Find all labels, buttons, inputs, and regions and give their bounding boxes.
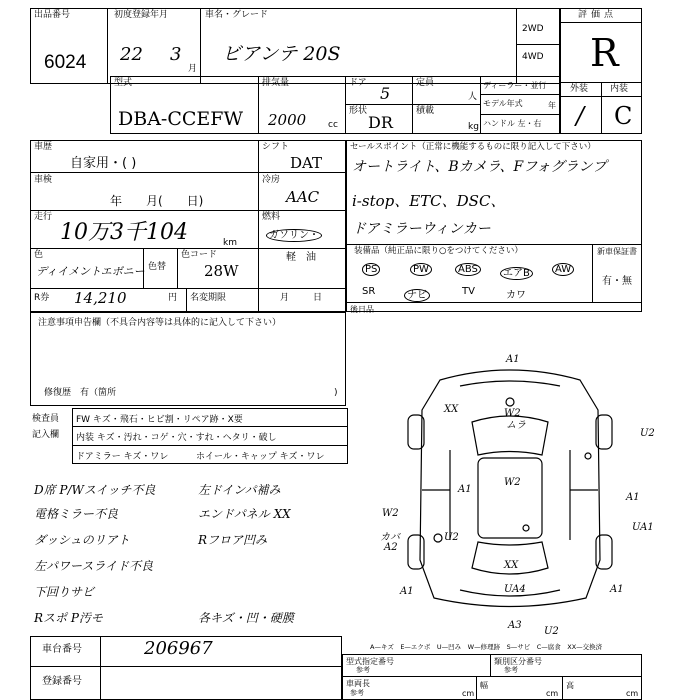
car-diagram [360, 340, 660, 637]
fuel-label: 燃料 [262, 212, 281, 222]
aircon-value: AAC [286, 188, 320, 206]
remark-right-6: 各キズ・凹・硬膜 [198, 611, 294, 625]
repair-close: ) [334, 388, 338, 398]
equip-pw: PW [410, 263, 432, 276]
handle-label: ハンドル 左・右 [483, 119, 542, 128]
diag-label-18: A3 [508, 620, 522, 631]
model-type: DBA-CCEFW [118, 108, 243, 130]
notes-label: 注意事項申告欄（不具合内容等は具体的に記入して下さい） [38, 318, 282, 328]
sales-line3: ドアミラーウィンカー [352, 221, 491, 237]
load-label: 積載 [416, 106, 435, 116]
diag-label-7: W2 [504, 477, 521, 488]
usage-label: 車歴 [34, 142, 53, 152]
remark-left-5: 下回りサビ [34, 585, 95, 599]
inspector-mirror-row: ドアミラー キズ・ワレ [76, 452, 169, 462]
damage-legend: A—キズ E—エクボ U—凹み W—修理跡 S—サビ C—腐食 XX—交換済 [370, 643, 603, 651]
exterior-score: / [576, 102, 585, 130]
mileage-label: 走行 [34, 212, 53, 222]
inspector-interior-row: 内装 キズ・汚れ・コゲ・穴・すれ・ヘタリ・破し [76, 433, 277, 443]
first-reg-label: 初度登録年月 [114, 10, 169, 20]
diag-label-14: XX [504, 560, 519, 571]
inspector-wheel-row: ホイール・キャップ キズ・ワレ [196, 452, 325, 462]
equip-navi: ナビ [404, 289, 430, 302]
displacement-label: 排気量 [262, 78, 290, 88]
remark-right-3: Rフロア凹み [198, 533, 268, 547]
shaken-label: 車検 [34, 175, 53, 185]
diag-label-5: U2 [640, 428, 655, 439]
drive-4wd: 4WD [522, 52, 544, 62]
color-code-label: 色コード [181, 250, 218, 260]
month-suffix: 月 [188, 64, 198, 74]
diag-label-17: A1 [610, 584, 624, 595]
dealer-label: ディーラー・並行 [483, 81, 547, 90]
remark-left-2: 電格ミラー不良 [34, 507, 119, 521]
color-label: 色 [34, 250, 44, 260]
drive-2wd: 2WD [522, 24, 544, 34]
exterior-label: 外装 [570, 84, 589, 94]
remark-right-2: エンドパネル XX [198, 507, 291, 521]
mileage-value: 10万3千104 [60, 220, 188, 245]
diag-label-16: A1 [400, 586, 414, 597]
displacement: 2000 [268, 111, 307, 129]
type-cert-label: 型式指定番号 [346, 657, 394, 666]
diag-label-2: XX [444, 404, 459, 415]
diag-label-9: A1 [626, 492, 640, 503]
first-reg-year: 22 [120, 44, 143, 65]
equip-leather: カワ [506, 290, 526, 301]
equip-tv: TV [462, 286, 475, 297]
diag-label-11: カバ [380, 532, 400, 543]
diag-label-12: A2 [384, 542, 398, 553]
length-cm: cm [462, 689, 475, 698]
aircon-label: 冷房 [262, 175, 281, 185]
interior-score: C [614, 102, 633, 130]
after-label: 後日品 [350, 305, 374, 314]
diag-label-4: ムラ [506, 420, 526, 431]
meigi-label: 名変期限 [190, 293, 227, 303]
diag-label-10: UA1 [632, 522, 654, 533]
category-ref: 参考 [504, 666, 518, 674]
usage-value: 自家用・( ) [70, 156, 137, 171]
diag-label-19: U2 [544, 626, 559, 637]
capacity-label: 定員 [416, 78, 435, 88]
year-suffix: 年 [548, 101, 556, 110]
first-reg-month: 3 [170, 44, 182, 65]
sales-label: セールスポイント（正常に機能するものに限り記入して下さい） [350, 142, 596, 152]
remark-left-6: Rスポ P汚モ [34, 611, 103, 625]
remark-left-1: D席 P/Wスイッチ不良 [34, 483, 156, 497]
height-label: 高 [566, 681, 574, 690]
equip-sr: SR [362, 286, 376, 297]
inspector-label-1: 検査員 [32, 414, 60, 424]
registration-label: 登録番号 [42, 676, 82, 687]
color-code: 28W [204, 262, 239, 280]
sales-line1: オートライト、Bカメラ、Fフォグランプ [352, 159, 607, 175]
fuel-gasoline: ガソリン・ [266, 229, 322, 242]
length-label: 車両長 [346, 679, 370, 688]
diag-label-13: U2 [444, 532, 459, 543]
width-cm: cm [546, 689, 559, 698]
km-unit: km [223, 238, 237, 248]
recycle-label: R券 [34, 293, 50, 303]
warranty-value: 有・無 [602, 276, 632, 287]
doors-value: 5 [380, 84, 391, 103]
sales-line2: i-stop、ETC、DSC、 [352, 192, 506, 210]
car-name: ビアンテ 20S [222, 43, 341, 65]
shift-label: シフト [262, 142, 290, 152]
shape-label: 形状 [349, 106, 368, 116]
shape-value: DR [368, 113, 393, 132]
color-change-label: 色替 [148, 262, 167, 272]
score-value: R [590, 31, 619, 75]
fuel-diesel: 軽 油 [286, 252, 316, 263]
shaken-fields: 年 月( 日) [110, 194, 204, 208]
lot-label: 出品番号 [34, 10, 71, 20]
lot-number: 6024 [44, 52, 87, 73]
model-type-label: 型式 [114, 78, 133, 88]
equip-aw: AW [552, 263, 574, 276]
score-label: 評価点 [578, 10, 618, 20]
chassis-label: 車台番号 [42, 644, 82, 655]
length-ref: 参考 [350, 689, 364, 697]
repair-label: 修復歴 有（箇所 [44, 388, 117, 398]
shift-value: DAT [290, 154, 323, 172]
roof [478, 458, 542, 538]
yen-unit: 円 [168, 293, 178, 303]
equip-airbag: エアB [500, 267, 533, 280]
kg-unit: kg [468, 122, 479, 132]
diag-label-3: W2 [504, 408, 521, 419]
fuel-options [266, 226, 322, 241]
recycle-fee: 14,210 [74, 289, 127, 307]
remark-left-3: ダッシュのリアト [34, 533, 130, 547]
model-year-label: モデル年式 [483, 99, 523, 108]
equip-ps: PS [362, 263, 380, 276]
person-unit: 人 [468, 92, 478, 102]
meigi-fields: 月 日 [280, 293, 325, 303]
diag-label-6: A1 [458, 484, 472, 495]
type-cert-ref: 参考 [356, 666, 370, 674]
remark-right-1: 左ドインパ補み [198, 483, 281, 497]
doors-label: ドア [349, 78, 367, 88]
inspector-label-2: 記入欄 [32, 430, 60, 440]
car-name-label: 車名・グレード [205, 10, 269, 20]
width-label: 幅 [480, 681, 488, 690]
warranty-label: 新車保証書 [597, 247, 637, 256]
diag-label-8: W2 [382, 508, 399, 519]
cc-unit: cc [328, 120, 338, 130]
diag-label-1: A1 [506, 354, 520, 365]
color-value: ディイメントエボニー [36, 265, 145, 278]
equip-abs: ABS [455, 263, 481, 276]
equip-label: 装備品（純正品に限り○をつけてください） [354, 246, 523, 256]
height-cm: cm [626, 689, 639, 698]
remark-left-4: 左パワースライド不良 [34, 559, 154, 573]
chassis-number: 206967 [144, 638, 213, 659]
interior-label: 内装 [610, 84, 629, 94]
category-label: 類別区分番号 [494, 657, 542, 666]
diag-label-15: UA4 [504, 584, 526, 595]
inspector-fw-row: FW キズ・飛石・ヒビ割・リペア跡・X要 [76, 415, 243, 425]
